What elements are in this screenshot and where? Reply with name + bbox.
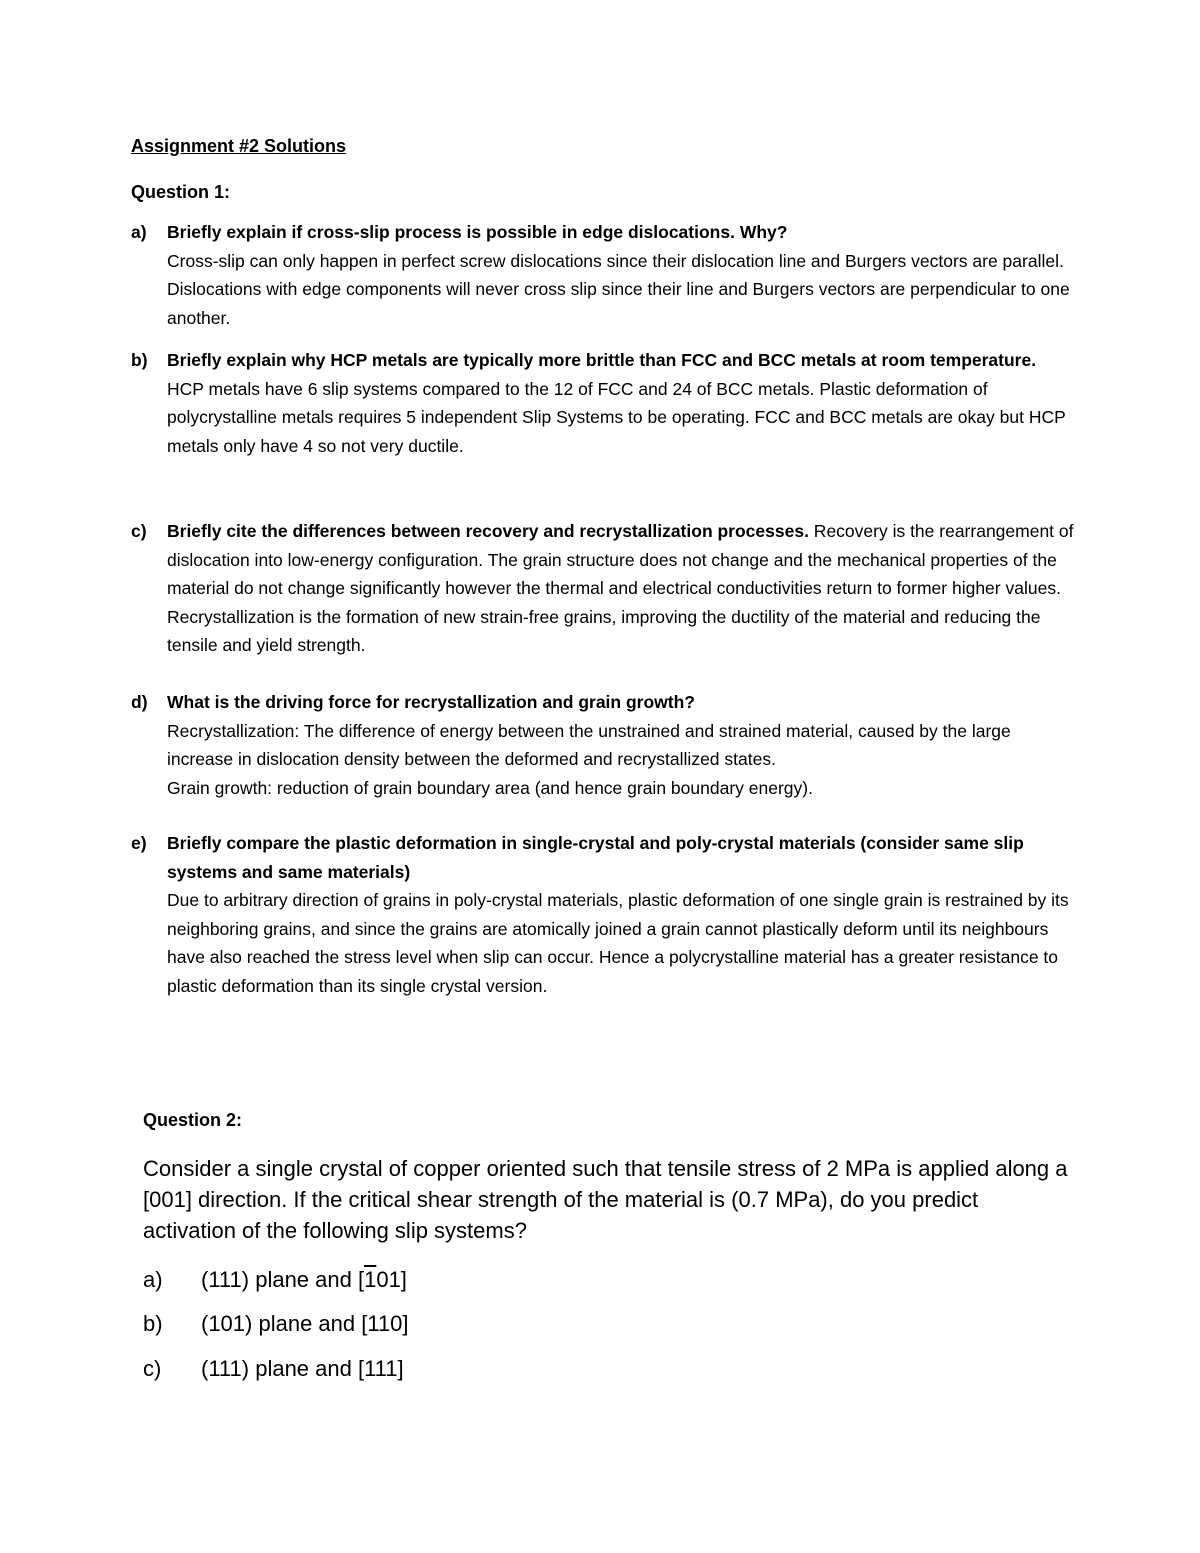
question-2-item-b (143, 1309, 409, 1339)
question-2-text: Consider a single crystal of copper oriented such that tensile stress of 2 MPa is applied along a [001] direction. If the critical shear strength of the material is (0.7 MPa), do you predict activation of the following slip systems? (143, 1156, 1068, 1243)
question-2-item-a (143, 1265, 407, 1295)
item-answer-secondary: Grain growth: reduction of grain boundary area (and hence grain boundary energy). (167, 777, 813, 798)
item-prompt: Briefly explain if cross-slip process is possible in edge dislocations. Why? (167, 222, 788, 242)
item-marker: a) (143, 1267, 163, 1292)
slip-system-text-rest: 01] (376, 1267, 407, 1292)
slip-system-text: (111) plane and [111] (201, 1356, 404, 1381)
question-1-heading: Question 1: (131, 182, 231, 202)
item-prompt: Briefly explain why HCP metals are typically more brittle than FCC and BCC metals at room temperature. (167, 350, 1037, 370)
slip-system-text: (101) plane and [110] (201, 1311, 409, 1336)
item-answer: Recrystallization: The difference of energy between the unstrained and strained material, caused by the large increase in dislocation density between the deformed and recrystallized states. (167, 720, 1011, 769)
item-marker: b) (143, 1311, 163, 1336)
item-marker: c) (143, 1356, 162, 1381)
item-answer: HCP metals have 6 slip systems compared to the 12 of FCC and 24 of BCC metals. Plastic deformation of polycrystalline metals requires 5 independent Slip Systems to be operating. FCC and BCC metals are okay but HCP metals only have 4 so not very ductile. (167, 378, 1066, 456)
item-marker: d) (131, 692, 148, 712)
item-answer: Due to arbitrary direction of grains in poly-crystal materials, plastic deformation of one single grain is restrained by its neighboring grains, and since the grains are atomically joined a grain cannot plastically deform until its neighbours have also reached the stress level when slip can occur. Hence a polycrystalline material has a greater resistance to plastic deformation than its single crystal version. (167, 890, 1069, 996)
item-marker: e) (131, 833, 147, 853)
slip-system-text: (111) plane and [ (201, 1267, 365, 1292)
item-answer: Cross-slip can only happen in perfect screw dislocations since their dislocation line and Burgers vectors are parallel. Dislocations with edge components will never cross slip since their line and Burgers vectors are perpendicular to one another. (167, 250, 1070, 328)
item-answer: Recovery is the rearrangement of dislocation into low-energy configuration. The grain structure does not change and the mechanical properties of the material do not change significantly however the thermal and electrical conductivities return to former higher values. Recrystallization is the formation of new strain-free grains, improving the ductility of the material and reducing the tensile and yield strength. (167, 521, 1074, 655)
item-marker: a) (131, 222, 147, 242)
item-prompt: Briefly compare the plastic deformation in single-crystal and poly-crystal materials (consider same slip systems and same materials) (167, 833, 1024, 882)
item-prompt: What is the driving force for recrystallization and grain growth? (167, 692, 695, 712)
question-2-item-c (143, 1354, 404, 1384)
overbar-digit: 1 (364, 1267, 377, 1292)
question-1-item-d (131, 688, 1081, 802)
question-1-item-a (131, 218, 1081, 332)
question-1-item-c (131, 517, 1081, 660)
item-marker: c) (131, 521, 147, 541)
document-title: Assignment #2 Solutions (131, 136, 347, 156)
question-1-item-b (131, 346, 1081, 460)
question-1-item-e (131, 829, 1081, 1000)
item-marker: b) (131, 350, 148, 370)
item-prompt: Briefly cite the differences between recovery and recrystallization processes. (167, 521, 809, 541)
question-2-heading: Question 2: (143, 1110, 243, 1130)
